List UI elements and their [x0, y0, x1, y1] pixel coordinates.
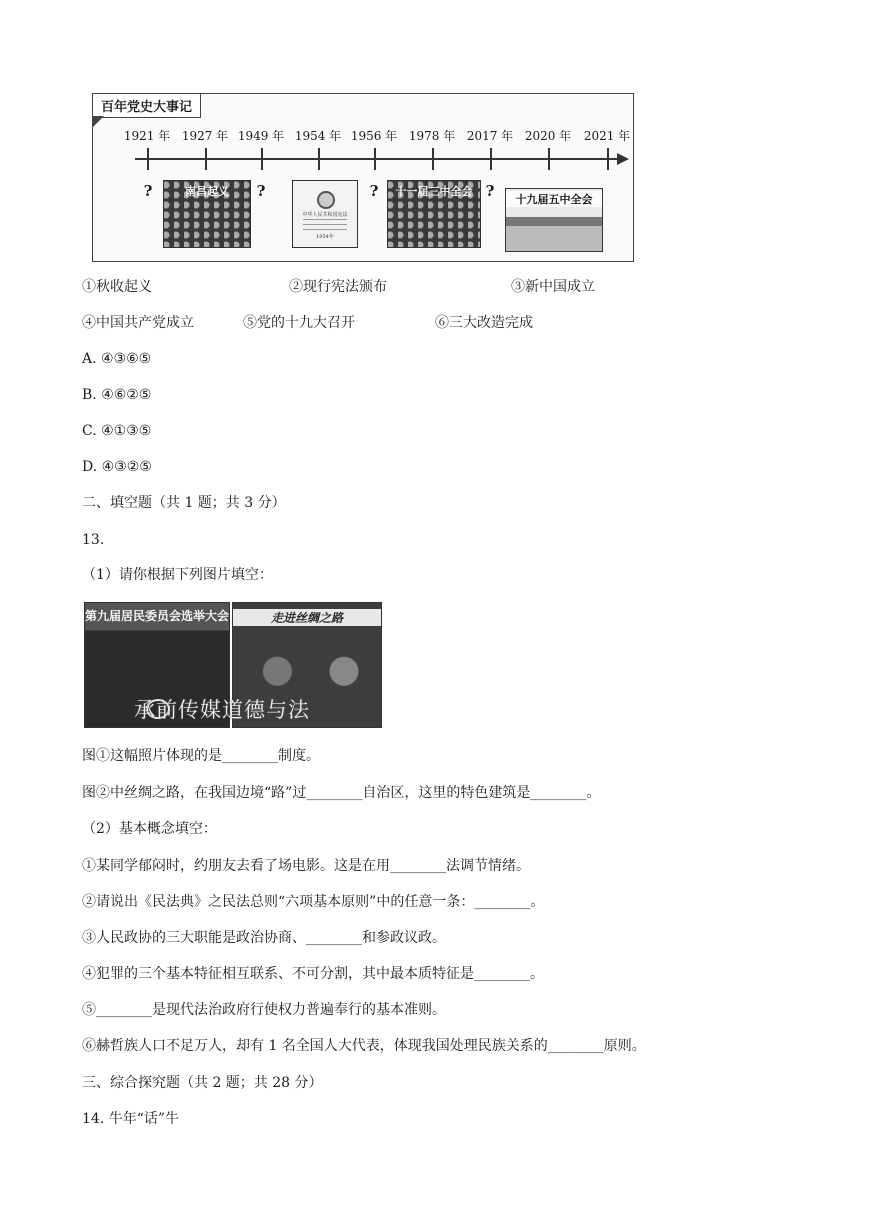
photo-banner: 走进丝绸之路	[233, 609, 381, 626]
section-heading: 三、综合探究题（共 2 题；共 28 分）	[82, 1075, 323, 1091]
item-5: ⑤党的十九大召开	[243, 315, 355, 331]
choice-c[interactable]: C. ④①③⑤	[82, 423, 152, 439]
year-label: 2017 年	[466, 129, 514, 143]
year-label: 2020 年	[524, 129, 572, 143]
timeline-tick	[607, 148, 609, 170]
timeline-axis	[135, 158, 617, 160]
timeline-tick	[374, 148, 376, 170]
fill-line: ④犯罪的三个基本特征相互联系、不可分割，其中最本质特征是________。	[82, 966, 544, 982]
choice-a[interactable]: A. ④③⑥⑤	[82, 351, 152, 367]
timeline-tick	[318, 148, 320, 170]
item-4: ④中国共产党成立	[82, 315, 194, 331]
timeline-tick	[261, 148, 263, 170]
item-1: ①秋收起义	[82, 279, 152, 295]
photo-constitution-book	[292, 180, 358, 248]
question-mark: ?	[485, 182, 495, 200]
item-3: ③新中国成立	[511, 279, 595, 295]
fill-line: ⑥赫哲族人口不足万人，却有 1 名全国人大代表，体现我国处理民族关系的________原则。	[82, 1038, 646, 1054]
question-mark: ?	[256, 182, 266, 200]
choice-b[interactable]: B. ④⑥②⑤	[82, 387, 152, 403]
section-heading: 二、填空题（共 1 题；共 3 分）	[82, 495, 286, 511]
book-title: 中华人民共和国宪法	[302, 212, 348, 218]
year-label: 1927 年	[181, 129, 229, 143]
year-label: 1978 年	[408, 129, 456, 143]
photo-banner: 第九届居民委员会选举大会	[85, 609, 230, 623]
fill-line: 图①这幅照片体现的是________制度。	[82, 748, 320, 764]
year-label: 1921 年	[123, 129, 171, 143]
photo-fifth-plenum	[505, 188, 603, 252]
question-part: （1）请你根据下列图片填空：	[82, 567, 273, 583]
watermark: 承前传媒道德与法	[134, 698, 310, 722]
photo-caption: 十九届五中全会	[506, 191, 602, 207]
timeline-figure	[92, 93, 634, 262]
year-label: 1954 年	[294, 129, 342, 143]
timeline-tick	[205, 148, 207, 170]
item-6: ⑥三大改造完成	[435, 315, 533, 331]
axis-arrow-icon	[617, 153, 629, 165]
photo-pair	[84, 602, 380, 726]
national-emblem-icon	[317, 191, 335, 209]
year-label: 2021 年	[583, 129, 631, 143]
year-label: 1956 年	[350, 129, 398, 143]
photo-caption: 南昌起义	[185, 185, 229, 198]
fill-line: 图②中丝绸之路，在我国边境“路”过________自治区，这里的特色建筑是________。	[82, 785, 601, 801]
book-year: 1954年	[316, 234, 334, 240]
timeline-title: 百年党史大事记	[92, 93, 201, 118]
fill-line: ⑤________是现代法治政府行使权力普遍奉行的基本准则。	[82, 1002, 446, 1018]
question-number: 14. 牛年“话”牛	[82, 1111, 180, 1127]
book-text-lines	[303, 219, 347, 233]
question-number: 13.	[82, 532, 105, 548]
timeline-tick	[548, 148, 550, 170]
item-2: ②现行宪法颁布	[289, 279, 387, 295]
choice-d[interactable]: D. ④③②⑤	[82, 459, 152, 475]
title-fold-decoration	[92, 116, 104, 128]
photo-nanchang-uprising	[163, 180, 251, 248]
question-part: （2）基本概念填空：	[82, 821, 217, 837]
fill-line: ③人民政协的三大职能是政治协商、________和参政议政。	[82, 930, 446, 946]
photo-caption: 十一届三中全会	[395, 185, 473, 198]
timeline-tick	[147, 148, 149, 170]
fill-line: ①某同学郁闷时，约朋友去看了场电影。这是在用________法调节情绪。	[82, 858, 530, 874]
timeline-tick	[490, 148, 492, 170]
timeline-tick	[432, 148, 434, 170]
question-mark: ?	[143, 182, 153, 200]
fill-line: ②请说出《民法典》之民法总则“六项基本原则”中的任意一条：________。	[82, 894, 545, 910]
year-label: 1949 年	[237, 129, 285, 143]
photo-third-plenum	[387, 180, 481, 248]
question-mark: ?	[369, 182, 379, 200]
